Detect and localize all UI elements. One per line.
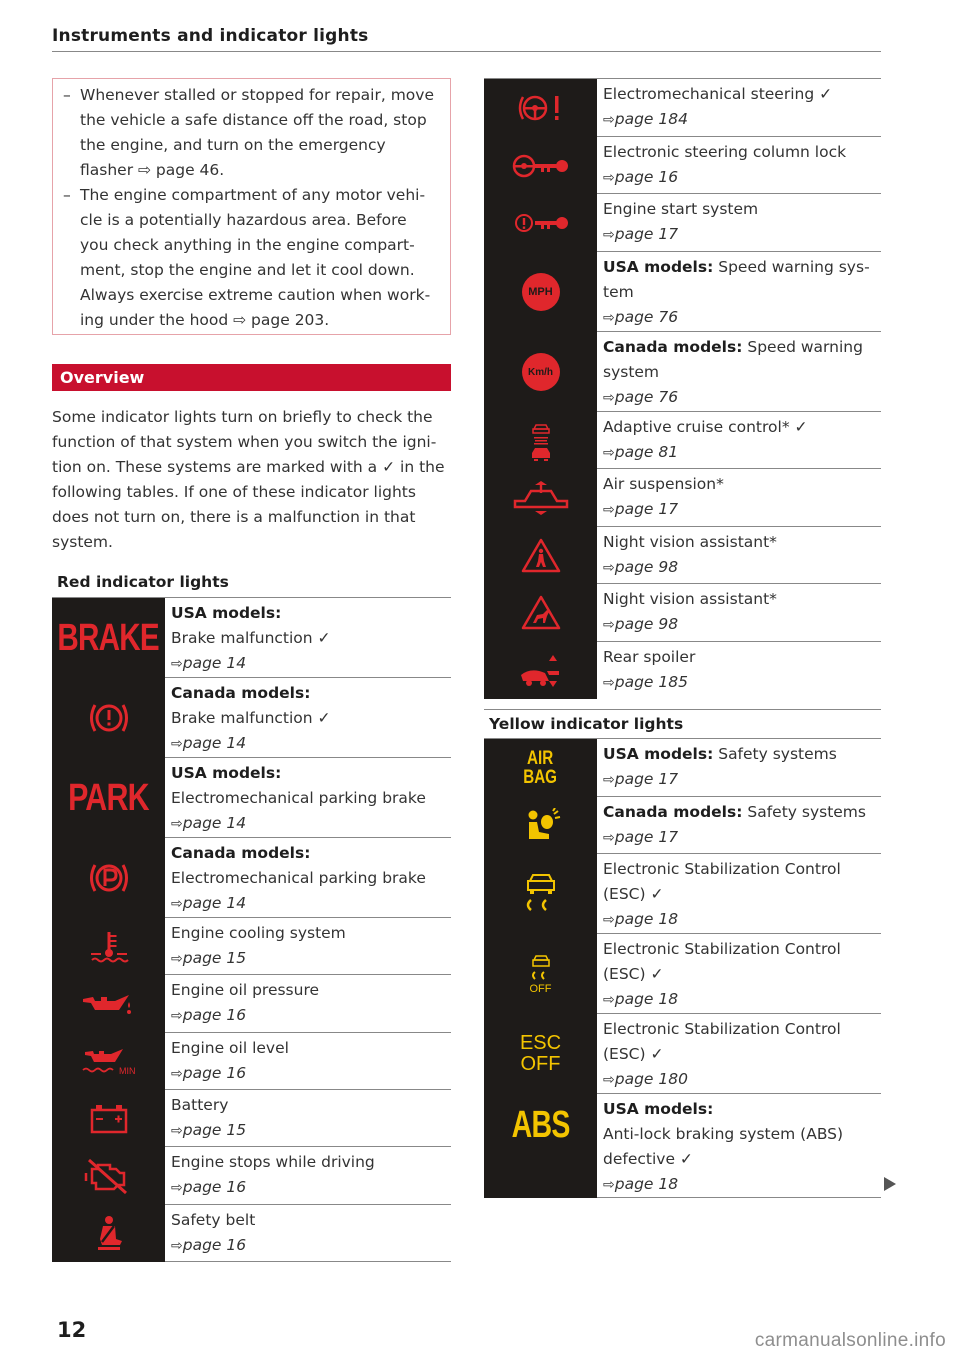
table-row (52, 678, 451, 758)
table-row (484, 739, 881, 797)
indicator-description: Battery ⇨page 15 (165, 1090, 451, 1147)
engine-stop-icon (52, 1147, 165, 1205)
battery-icon (52, 1090, 165, 1147)
page-reference: page 14 (182, 734, 247, 752)
page-title: Instruments and indicator lights (52, 26, 369, 46)
page-reference: page 16 (182, 1064, 247, 1082)
page-reference: page 18 (614, 990, 679, 1008)
table-row (52, 975, 451, 1033)
table-row (52, 838, 451, 918)
indicator-description: Safety belt ⇨page 16 (165, 1205, 451, 1262)
red-table-title: Red indicator lights (52, 568, 451, 598)
page-header (52, 26, 881, 52)
indicator-description: Electronic Stabilization Control (ESC) ✓ ⇨page 18 (597, 934, 881, 1014)
indicator-description: USA models: Anti-lock braking system (ABS) defective ✓ ⇨page 18 (597, 1094, 881, 1198)
brake-circle-icon (52, 678, 165, 758)
page-reference: page 17 (614, 225, 679, 243)
coolant-temperature-icon (52, 918, 165, 975)
page-reference: page 16 (182, 1236, 247, 1254)
esc-icon (484, 854, 597, 934)
page-reference: page 17 (614, 828, 679, 846)
indicator-description: Electronic steering column lock ⇨page 16 (597, 137, 881, 194)
esc-off-text-icon: ESC OFF (484, 1014, 597, 1094)
table-row (484, 252, 881, 332)
night-vision-pedestrian-icon (484, 527, 597, 584)
table-row (52, 1033, 451, 1090)
airbag-text-icon: AIR BAG (484, 739, 597, 797)
table-row (484, 1014, 881, 1094)
indicator-description: Engine stops while driving ⇨page 16 (165, 1147, 451, 1205)
yellow-table-title: Yellow indicator lights (484, 709, 881, 739)
electromechanical-steering-icon (484, 79, 597, 137)
indicator-description: Engine start system ⇨page 17 (597, 194, 881, 252)
overview-heading: Overview (52, 364, 451, 391)
table-row (484, 527, 881, 584)
seat-belt-icon (52, 1205, 165, 1262)
yellow-indicator-table (484, 739, 881, 1198)
table-row (52, 1090, 451, 1147)
indicator-description: Rear spoiler ⇨page 185 (603, 648, 696, 691)
indicator-description: Engine cooling system ⇨page 15 (165, 918, 451, 975)
table-row (484, 137, 881, 194)
page-reference: page 14 (182, 654, 247, 672)
indicator-description: Canada models: Electromechanical parking brake ⇨page 14 (165, 838, 451, 918)
indicator-description: Engine oil level ⇨page 16 (165, 1033, 451, 1090)
page-number: 12 (57, 1318, 87, 1342)
page-reference: page 15 (182, 1121, 247, 1139)
table-row (484, 642, 881, 699)
page-reference: page 98 (614, 558, 679, 576)
watermark: carmanualsonline.info (754, 1330, 946, 1351)
page-reference: page 15 (182, 949, 247, 967)
warning-item: – The engine compartment of any motor vehicle is a potentially hazardous area. Before you check anything in the engine compartment, stop the engine and let it cool down. Always exercise extreme caution when working under the hood ⇨ page 203. (63, 183, 438, 333)
table-row (52, 598, 451, 678)
page-reference: page 16 (182, 1006, 247, 1024)
indicator-description: Canada models: Brake malfunction ✓ ⇨page 14 (165, 678, 451, 758)
table-row (52, 918, 451, 975)
page-reference: page 81 (614, 443, 679, 461)
indicator-description: USA models: Electromechanical parking brake ⇨page 14 (165, 758, 451, 838)
speed-warning-mph-icon: MPH (484, 252, 597, 332)
page-reference: page 17 (614, 770, 679, 788)
indicator-description: USA models: Safety systems ⇨page 17 (597, 739, 881, 797)
oil-pressure-icon (52, 975, 165, 1033)
indicator-description: Canada models: Safety systems ⇨page 17 (597, 797, 881, 854)
page-reference: page 185 (614, 673, 688, 691)
indicator-description: Canada models: Speed warning system ⇨page 76 (597, 332, 881, 412)
table-row (52, 758, 451, 838)
indicator-description: Electronic Stabilization Control (ESC) ✓ ⇨page 18 (597, 854, 881, 934)
table-row (484, 797, 881, 854)
indicator-description: Electronic Stabilization Control (ESC) ✓ ⇨page 180 (597, 1014, 881, 1094)
table-row (52, 1205, 451, 1262)
page-reference: page 14 (182, 814, 247, 832)
indicator-description: Engine oil pressure ⇨page 16 (165, 975, 451, 1033)
indicator-description: Electromechanical steering ✓ ⇨page 184 (597, 79, 881, 137)
page-reference: page 76 (614, 308, 679, 326)
page-reference: page 17 (614, 500, 679, 518)
oil-level-icon (52, 1033, 165, 1090)
page-reference: page 16 (182, 1178, 247, 1196)
svg-text:MIN: MIN (118, 1065, 135, 1076)
steering-column-lock-icon (484, 137, 597, 194)
air-suspension-icon (484, 469, 597, 527)
page-reference: page 18 (614, 910, 679, 928)
page-reference: page 98 (614, 615, 679, 633)
night-vision-animal-icon (484, 584, 597, 642)
table-row (484, 412, 881, 469)
overview-text: Some indicator lights turn on briefly to check the function of that system when you switch the ignition on. These systems are marked with a ✓ in the following tables. If one of these indicator lights does not turn on, there is a malfunction in that system. (52, 408, 445, 551)
table-row (484, 79, 881, 137)
indicator-description: Air suspension* ⇨page 17 (597, 469, 881, 527)
esc-off-icon: OFF (484, 934, 597, 1014)
table-row (484, 934, 881, 1014)
rear-spoiler-icon (484, 642, 597, 699)
page-reference: page 18 (614, 1175, 679, 1193)
page-reference: page 76 (614, 388, 679, 406)
table-row (484, 469, 881, 527)
red-indicator-table (52, 598, 451, 1262)
table-row (484, 854, 881, 934)
speed-warning-kmh-icon: Km/h (484, 332, 597, 412)
engine-start-system-icon (484, 194, 597, 252)
adaptive-cruise-control-icon (484, 412, 597, 469)
brake-text-icon: BRAKE (52, 598, 165, 678)
page-reference: page 180 (614, 1070, 688, 1088)
continue-arrow-icon (884, 1177, 896, 1191)
page-reference: page 184 (614, 110, 688, 128)
table-row (484, 194, 881, 252)
warning-item: – Whenever stalled or stopped for repair, move the vehicle a safe distance off the road, stop the engine, and turn on the emergency flasher ⇨ page 46. (63, 83, 438, 183)
parking-brake-circle-icon (52, 838, 165, 918)
warning-box (52, 78, 451, 335)
indicator-description: Night vision assistant* ⇨page 98 (597, 584, 881, 642)
table-row (484, 1094, 881, 1198)
indicator-description: Night vision assistant* ⇨page 98 (597, 527, 881, 584)
table-row (52, 1147, 451, 1205)
page-reference: page 16 (614, 168, 679, 186)
park-text-icon: PARK (52, 758, 165, 838)
indicator-description: USA models: Brake malfunction ✓ ⇨page 14 (165, 598, 451, 678)
page-reference: page 14 (182, 894, 247, 912)
abs-text-icon: ABS (484, 1094, 597, 1198)
table-row (484, 584, 881, 642)
indicator-description: Adaptive cruise control* ✓ ⇨page 81 (597, 412, 881, 469)
airbag-seat-icon (484, 797, 597, 854)
indicator-description: USA models: Speed warning system ⇨page 76 (597, 252, 881, 332)
table-row (484, 332, 881, 412)
red-indicator-table-continued (484, 78, 881, 699)
